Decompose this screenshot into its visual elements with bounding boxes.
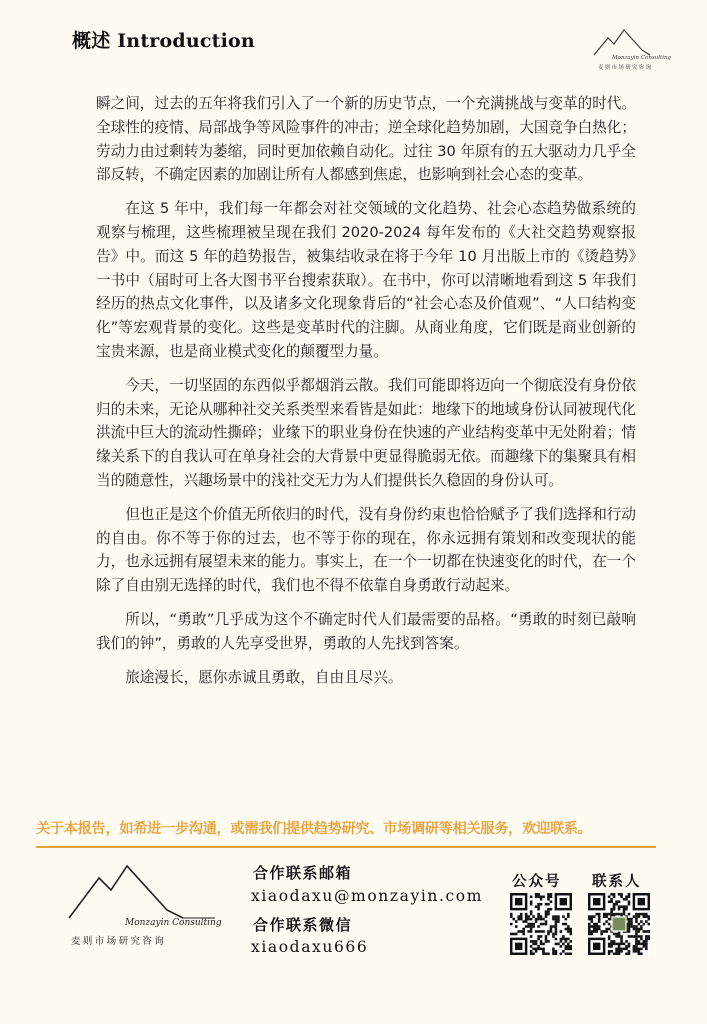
paragraph: 瞬之间，过去的五年将我们引入了一个新的历史节点，一个充满挑战与变革的时代。全球性的疫情、局部战争等风险事件的冲击；逆全球化趋势加剧，大国竞争白热化；劳动力由过剩转为萎缩，同时更加依赖自动化。过往 30 年原有的五大驱动力几乎全部反转，不确定因素的加剧让所有人都感到焦虑，也影响到社会心态的变革。 [96,95,636,184]
brand-cn-name: 麦则市场研究咨询 [71,936,167,947]
paragraph: 所以，“勇敢”几乎成为这个不确定时代人们最需要的品格。“勇敢的时刻已敲响我们的钟”，勇敢的人先享受世界，勇敢的人先找到答案。 [96,610,636,652]
paragraph: 旅途漫长，愿你赤诚且勇敢，自由且尽兴。 [125,668,403,686]
brand-script-name: Monzayin Consulting [125,918,222,928]
paragraph: 在这 5 年中，我们每一年都会对社交领域的文化趋势、社会心态趋势做系统的观察与梳理，这些梳理被呈现在我们 2020-2024 每年发布的《大社交趋势观察报告》中。而这 5 年的趋势报告，被集结收录在将于今年 10 月出版上市的《烫趋势》一书中（届时可上各大图书平台搜索获取）。在书中，你可以清晰地看到这 5 年我们经历的热点文化事件，以及诸多文化现象背后的“社会心态及价值观”、“人口结构变化”等宏观背景的变化。这些是变革时代的注脚。从商业角度，它们既是商业创新的宝贵来源，也是商业模式变化的颠覆型力量。 [96,200,636,360]
qr-code-official-account[interactable] [510,893,572,955]
wechat-id: xiaodaxu666 [251,938,369,956]
brand-cn-name: 麦则市场研究咨询 [598,65,653,71]
divider [36,846,656,848]
brand-script-name: Monzayin Consulting [612,55,672,61]
wechat-label: 合作联系微信 [253,916,353,934]
brand-logo-bottom [55,860,230,950]
email-address[interactable]: xiaodaxu@monzayin.com [251,887,484,905]
mountain-logo-icon [55,860,230,920]
qr-code-contact[interactable] [588,893,650,955]
qr-official-label: 公众号 [512,873,562,890]
qr-code-icon [588,893,650,955]
email-label: 合作联系邮箱 [253,864,353,882]
mountain-logo-icon [590,26,680,56]
page-title: 概述 Introduction [72,30,255,52]
qr-contact-label: 联系人 [592,873,642,890]
contact-invitation: 关于本报告，如希进一步沟通，或需我们提供趋势研究、市场调研等相关服务，欢迎联系。 [36,821,592,837]
article-body [96,92,636,699]
qr-code-icon [510,893,572,955]
paragraph: 但也正是这个价值无所依归的时代，没有身份约束也恰恰赋予了我们选择和行动的自由。你不等于你的过去，也不等于你的现在，你永远拥有策划和改变现状的能力，也永远拥有展望未来的能力。事实上，在一个一切都在快速变化的时代，在一个除了自由别无选择的时代，我们也不得不依靠自身勇敢行动起来。 [96,505,636,595]
paragraph: 今天，一切坚固的东西似乎都烟消云散。我们可能即将迈向一个彻底没有身份依归的未来，无论从哪种社交关系类型来看皆是如此：地缘下的地域身份认同被现代化洪流中巨大的流动性撕碎；业缘下的职业身份在快速的产业结构变革中无处附着；情缘关系下的自我认可在单身社会的大背景中更显得脆弱无依。而趣缘下的集聚具有相当的随意性，兴趣场景中的浅社交无力为人们提供长久稳固的身份认可。 [96,376,636,489]
brand-logo-top [590,26,680,72]
